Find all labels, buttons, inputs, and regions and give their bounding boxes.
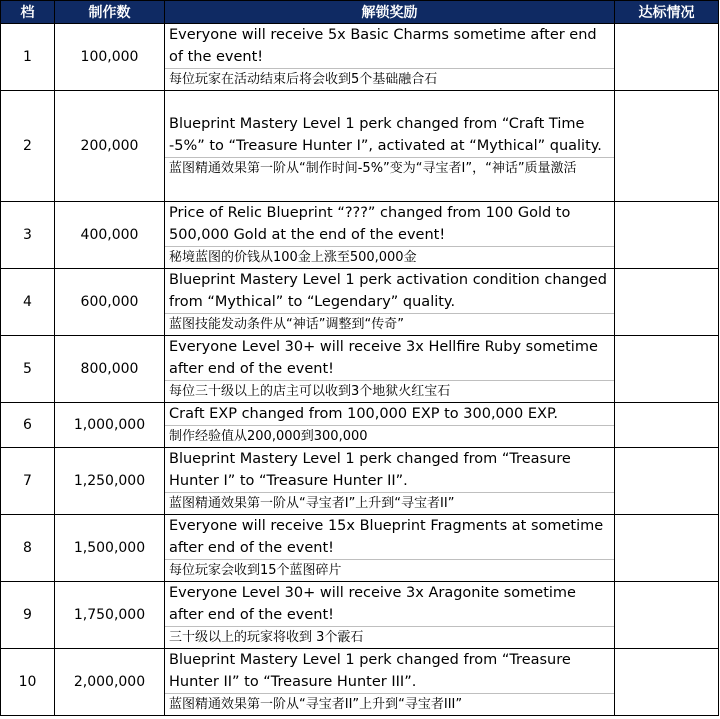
reward-cell bbox=[165, 582, 615, 649]
status-cell bbox=[615, 515, 719, 582]
count-cell: 1,750,000 bbox=[55, 582, 165, 649]
table-row bbox=[1, 448, 719, 515]
count-cell: 2,000,000 bbox=[55, 649, 165, 716]
reward-cell bbox=[165, 24, 615, 91]
table-row bbox=[1, 403, 719, 448]
table-row bbox=[1, 515, 719, 582]
header-tier: 档 bbox=[1, 1, 55, 24]
table-row bbox=[1, 649, 719, 716]
status-cell bbox=[615, 582, 719, 649]
header-status: 达标情况 bbox=[615, 1, 719, 24]
reward-cell bbox=[165, 448, 615, 515]
reward-chinese: 秘境蓝图的价钱从100金上涨至500,000金 bbox=[169, 250, 417, 265]
reward-english: Blueprint Mastery Level 1 perk changed from “Treasure Hunter I” to “Treasure Hunter II”. bbox=[165, 448, 614, 493]
count-cell: 200,000 bbox=[55, 91, 165, 202]
reward-english: Price of Relic Blueprint “???” changed from 100 Gold to 500,000 Gold at the end of the event! bbox=[165, 202, 614, 247]
reward-cell bbox=[165, 336, 615, 403]
reward-cell bbox=[165, 91, 615, 202]
reward-english: Everyone Level 30+ will receive 3x Hellfire Ruby sometime after end of the event! bbox=[165, 336, 614, 381]
table-row bbox=[1, 269, 719, 336]
count-cell: 100,000 bbox=[55, 24, 165, 91]
table-row bbox=[1, 582, 719, 649]
reward-english: Blueprint Mastery Level 1 perk changed from “Treasure Hunter II” to “Treasure Hunter III”. bbox=[165, 649, 614, 694]
tier-cell: 9 bbox=[1, 582, 55, 649]
reward-cell bbox=[165, 649, 615, 716]
header-count: 制作数 bbox=[55, 1, 165, 24]
reward-chinese: 每位三十级以上的店主可以收到3个地狱火红宝石 bbox=[169, 384, 451, 399]
status-cell bbox=[615, 269, 719, 336]
count-cell: 600,000 bbox=[55, 269, 165, 336]
table-row bbox=[1, 24, 719, 91]
reward-chinese: 蓝图技能发动条件从“神话”调整到“传奇” bbox=[169, 317, 404, 332]
reward-english: Blueprint Mastery Level 1 perk activation condition changed from “Mythical” to “Legendary” quality. bbox=[165, 269, 614, 314]
header-reward: 解锁奖励 bbox=[165, 1, 615, 24]
status-cell bbox=[615, 649, 719, 716]
reward-chinese: 每位玩家会收到15个蓝图碎片 bbox=[169, 563, 342, 578]
reward-cell bbox=[165, 403, 615, 448]
header-row bbox=[1, 1, 719, 24]
status-cell bbox=[615, 24, 719, 91]
count-cell: 1,250,000 bbox=[55, 448, 165, 515]
status-cell bbox=[615, 448, 719, 515]
tier-cell: 7 bbox=[1, 448, 55, 515]
reward-english: Everyone will receive 5x Basic Charms sometime after end of the event! bbox=[165, 24, 614, 69]
reward-chinese: 制作经验值从200,000到300,000 bbox=[169, 429, 368, 444]
status-cell bbox=[615, 336, 719, 403]
tier-cell: 8 bbox=[1, 515, 55, 582]
table-row bbox=[1, 202, 719, 269]
reward-chinese: 蓝图精通效果第一阶从“寻宝者I”上升到“寻宝者II” bbox=[169, 496, 455, 511]
reward-cell bbox=[165, 202, 615, 269]
count-cell: 1,000,000 bbox=[55, 403, 165, 448]
count-cell: 400,000 bbox=[55, 202, 165, 269]
reward-chinese: 每位玩家在活动结束后将会收到5个基础融合石 bbox=[169, 72, 438, 87]
tier-cell: 10 bbox=[1, 649, 55, 716]
tier-cell: 1 bbox=[1, 24, 55, 91]
reward-english: Everyone Level 30+ will receive 3x Aragonite sometime after end of the event! bbox=[165, 582, 614, 627]
tier-cell: 2 bbox=[1, 91, 55, 202]
tier-cell: 3 bbox=[1, 202, 55, 269]
reward-chinese: 蓝图精通效果第一阶从“制作时间-5%”变为“寻宝者I”，“神话”质量激活 bbox=[169, 161, 577, 176]
count-cell: 1,500,000 bbox=[55, 515, 165, 582]
tier-cell: 6 bbox=[1, 403, 55, 448]
table-row bbox=[1, 91, 719, 202]
tier-cell: 4 bbox=[1, 269, 55, 336]
reward-chinese: 蓝图精通效果第一阶从“寻宝者II”上升到“寻宝者III” bbox=[169, 697, 463, 712]
status-cell bbox=[615, 91, 719, 202]
reward-chinese: 三十级以上的玩家将收到 3个霰石 bbox=[169, 630, 364, 645]
status-cell bbox=[615, 202, 719, 269]
reward-cell bbox=[165, 515, 615, 582]
reward-english: Everyone will receive 15x Blueprint Fragments at sometime after end of the event! bbox=[165, 515, 614, 560]
reward-english: Craft EXP changed from 100,000 EXP to 300,000 EXP. bbox=[165, 403, 614, 426]
reward-cell bbox=[165, 269, 615, 336]
table-row bbox=[1, 336, 719, 403]
reward-english: Blueprint Mastery Level 1 perk changed from “Craft Time -5%” to “Treasure Hunter I”, activated at “Mythical” quality. bbox=[165, 113, 614, 158]
status-cell bbox=[615, 403, 719, 448]
count-cell: 800,000 bbox=[55, 336, 165, 403]
tier-cell: 5 bbox=[1, 336, 55, 403]
